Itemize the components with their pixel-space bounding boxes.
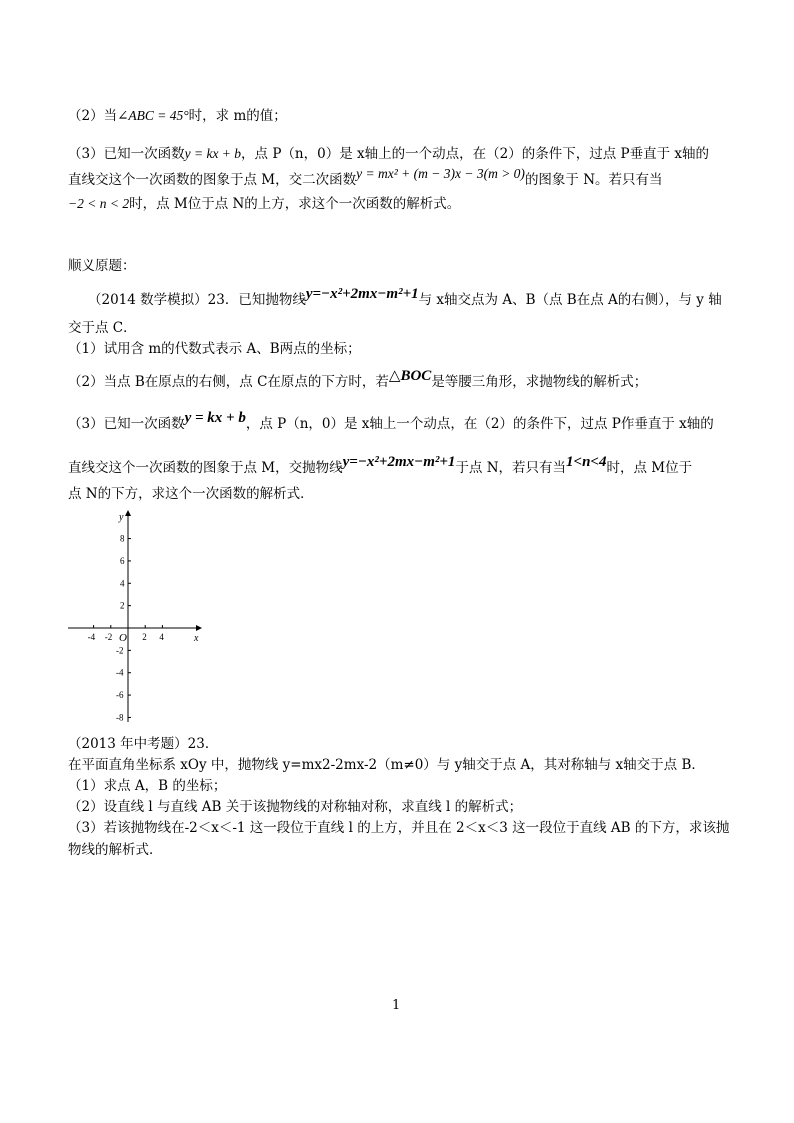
q2-part-3-cont: 物线的解析式． <box>68 842 163 858</box>
q2-heading: （2013 年中考题）23． <box>68 736 219 752</box>
q2-part-3: （3）若该抛物线在-2＜x＜-1 这一段位于直线 l 的上方，并且在 2＜x＜3 这一段位于直线 AB 的下方，求该抛 <box>68 820 730 836</box>
math-expr: −2 < n < 2 <box>68 196 130 211</box>
y-tick-label: 8 <box>120 533 125 544</box>
text: 的图象于 N。若只有当 <box>524 172 663 188</box>
math-expr: ∠ABC = 45° <box>117 108 189 123</box>
q1-part-3-line-1 <box>68 410 714 434</box>
x-tick-label: -4 <box>87 632 96 642</box>
q2-intro: 在平面直角坐标系 xOy 中，抛物线 y=mx2-2mx-2（m≠0）与 y轴交于点 A，其对称轴与 x轴交于点 B． <box>68 757 705 773</box>
y-tick-label: -8 <box>116 712 124 723</box>
text: 时，求 m的值； <box>188 108 287 124</box>
math-expr: y = kx + b <box>184 410 246 426</box>
coordinate-axes <box>64 508 204 728</box>
text: 与 x轴交点为 A、B（点 B在点 A的右侧），与 y 轴 <box>418 292 722 308</box>
x-tick-label: 4 <box>159 632 164 642</box>
section-heading: 顺义原题： <box>68 258 136 274</box>
page-number: 1 <box>392 998 401 1013</box>
y-axis-label: y <box>119 512 124 523</box>
text: 直线交这个一次函数的图象于点 M，交二次函数 <box>68 172 357 188</box>
text: （2）当 <box>68 108 118 124</box>
math-expr: 1<n<4 <box>566 454 607 470</box>
text: 直线交这个一次函数的图象于点 M，交抛物线 <box>68 460 343 476</box>
y-tick-label: -4 <box>116 667 124 678</box>
q1-part-2 <box>68 368 648 392</box>
text: （3）已知一次函数 <box>68 416 185 432</box>
text: ，点 P（n，0）是 x轴上的一个动点，在（2）的条件下，过点 P垂直于 x轴的 <box>241 146 709 162</box>
y-axis-arrow <box>125 510 131 516</box>
part-3-line-3 <box>68 194 460 214</box>
q2-part-1: （1）求点 A，B 的坐标； <box>68 778 227 794</box>
q1-part-1: （1）试用含 m的代数式表示 A、B两点的坐标； <box>68 341 361 357</box>
text: （2）当点 B在原点的右侧，点 C在原点的下方时，若 <box>68 374 389 390</box>
y-tick-label: 6 <box>120 555 125 566</box>
origin-label: O <box>119 632 127 644</box>
q1-part-3-line-2 <box>68 454 693 478</box>
x-axis-arrow <box>196 625 202 631</box>
q1-part-3-line-3: 点 N的下方，求这个一次函数的解析式． <box>68 486 314 502</box>
y-tick-label: 4 <box>120 578 125 589</box>
math-expr: y = kx + b <box>184 146 242 161</box>
math-expr: y=−x²+2mx−m²+1 <box>305 286 419 302</box>
y-tick-label: -6 <box>116 690 124 701</box>
text: ，点 P（n，0）是 x轴上一个动点，在（2）的条件下，过点 P作垂直于 x轴的 <box>245 416 714 432</box>
text: 是等腰三角形，求抛物线的解析式； <box>431 374 648 390</box>
y-tick-label: -2 <box>116 645 124 656</box>
text: 于点 N，若只有当 <box>455 460 567 476</box>
math-expr: △BOC <box>388 368 432 384</box>
q2-part-2: （2）设直线 l 与直线 AB 关于该抛物线的对称轴对称，求直线 l 的解析式； <box>68 799 523 815</box>
math-expr: y = mx² + (m − 3)x − 3(m > 0) <box>356 166 525 181</box>
part-3-line-1 <box>68 144 709 164</box>
part-3-line-2 <box>68 166 663 190</box>
text: （2014 数学模拟）23．已知抛物线 <box>88 292 306 308</box>
q1-line-1 <box>88 286 722 310</box>
text: （3）已知一次函数 <box>68 146 185 162</box>
q1-line-2: 交于点 C． <box>68 320 137 336</box>
math-expr: y=−x²+2mx−m²+1 <box>342 454 456 470</box>
y-tick-label: 2 <box>120 600 125 611</box>
text: 时，点 M位于点 N的上方，求这个一次函数的解析式。 <box>129 196 461 212</box>
x-tick-label: 2 <box>142 632 147 642</box>
part-2-question <box>68 106 287 126</box>
x-tick-label: -2 <box>104 632 113 642</box>
text: 时，点 M位于 <box>606 460 693 476</box>
x-axis-label: x <box>194 633 199 644</box>
